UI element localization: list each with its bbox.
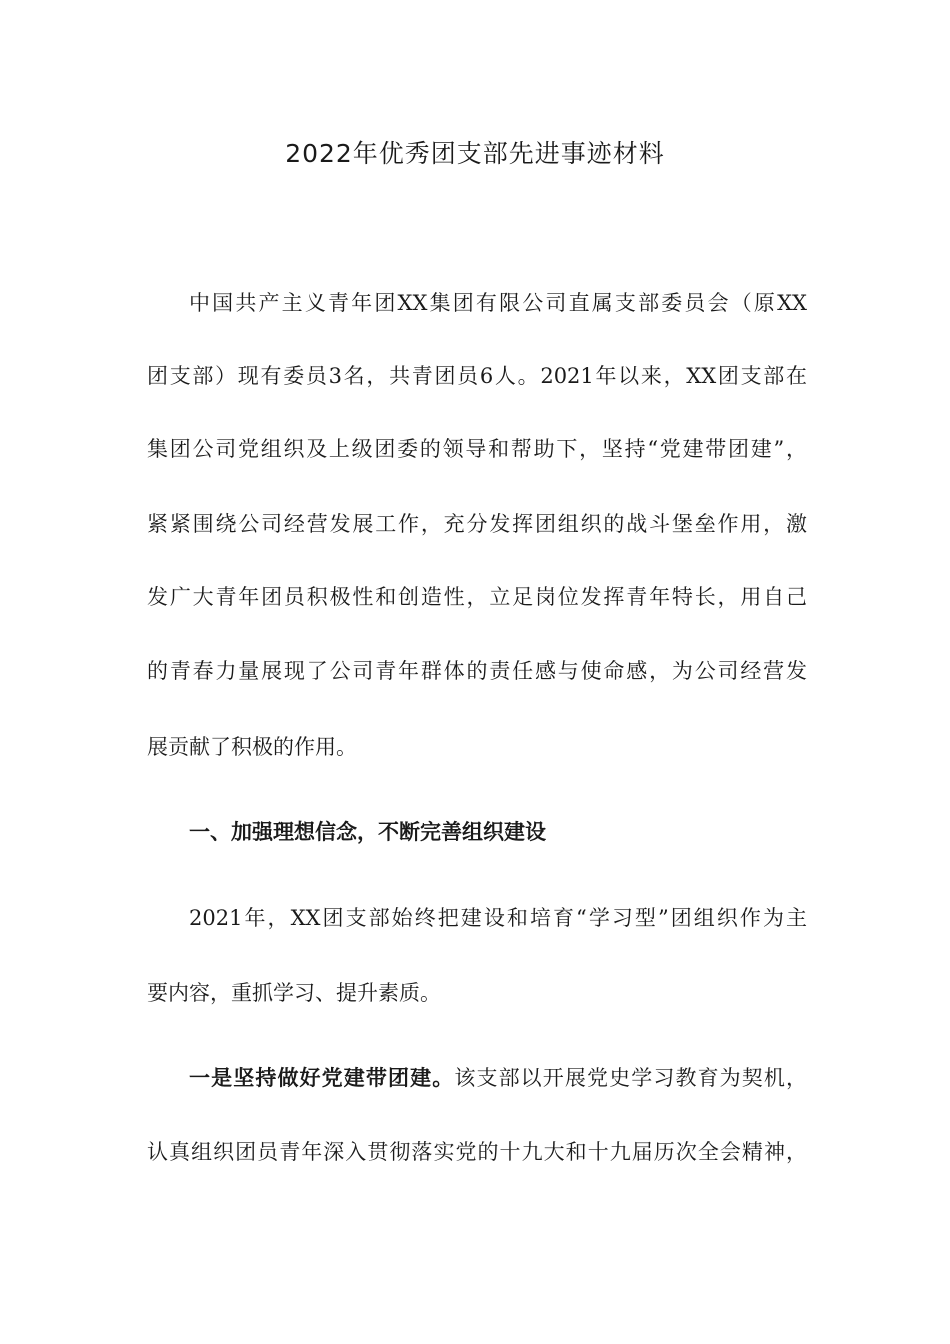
- document-title: 2022年优秀团支部先进事迹材料: [285, 139, 665, 168]
- paragraph-line: 中国共产主义青年团XX集团有限公司直属支部委员会（原XX: [189, 291, 807, 315]
- section-heading: 一、加强理想信念，不断完善组织建设: [189, 819, 546, 844]
- paragraph-line: 展贡献了积极的作用。: [147, 735, 357, 759]
- point-heading: 一是坚持做好党建带团建。: [189, 1065, 455, 1090]
- paragraph-line: 集团公司党组织及上级团委的领导和帮助下，坚持“党建带团建”，: [147, 437, 807, 461]
- point-text: 该支部以开展党史学习教育为契机，: [454, 1066, 808, 1090]
- paragraph-line: 要内容，重抓学习、提升素质。: [147, 981, 441, 1005]
- paragraph-line: 团支部）现有委员3名，共青团员6人。2021年以来，XX团支部在: [147, 364, 807, 388]
- paragraph-line: 2021年，XX团支部始终把建设和培育“学习型”团组织作为主: [189, 906, 807, 930]
- paragraph-line: 紧紧围绕公司经营发展工作，充分发挥团组织的战斗堡垒作用，激: [147, 512, 807, 536]
- paragraph-line: 认真组织团员青年深入贯彻落实党的十九大和十九届历次全会精神，: [147, 1140, 807, 1164]
- point-line: [189, 1063, 807, 1093]
- paragraph-line: 发广大青年团员积极性和创造性，立足岗位发挥青年特长，用自己: [147, 585, 807, 609]
- paragraph-line: 的青春力量展现了公司青年群体的责任感与使命感，为公司经营发: [147, 659, 807, 683]
